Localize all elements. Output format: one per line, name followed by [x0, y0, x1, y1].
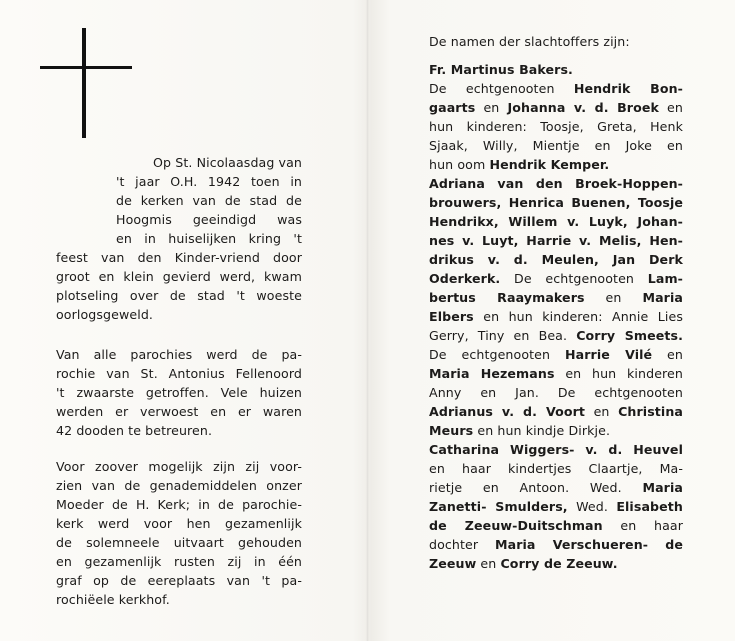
- victim-line: [429, 459, 683, 478]
- victim-name: de Zeeuw-Duitschman: [429, 518, 603, 533]
- text-line: plotseling over de stad 't woeste: [56, 288, 302, 303]
- victims-lines: [429, 60, 683, 573]
- victim-line: [429, 516, 683, 535]
- text-segment: Sjaak, Willy, Mientje en Joke en: [429, 138, 683, 153]
- text-segment: en: [652, 347, 683, 362]
- text-line: de solemneele uitvaart gehouden: [56, 535, 302, 550]
- victim-line: [429, 345, 683, 364]
- victim-name: Maria: [642, 480, 683, 495]
- text-line: graf op de eereplaats van 't pa-: [56, 573, 302, 588]
- victim-line: [429, 421, 683, 440]
- victims-list: [429, 32, 683, 573]
- victim-name: Elisabeth: [616, 499, 683, 514]
- victim-name: Maria: [642, 290, 683, 305]
- victim-name: Fr. Martinus Bakers.: [429, 62, 573, 77]
- text-segment: De echtgenooten: [429, 347, 565, 362]
- victim-name: Hendrikx, Willem v. Luyk, Johan-: [429, 214, 683, 229]
- text-line: Hoogmis geeindigd was: [116, 212, 302, 227]
- text-line: Op St. Nicolaasdag van: [153, 155, 302, 170]
- text-line: 't jaar O.H. 1942 toen in: [116, 174, 302, 189]
- text-segment: en: [475, 100, 508, 115]
- left-paragraph-1: [56, 153, 302, 324]
- text-line: feest van den Kinder-vriend door: [56, 250, 302, 265]
- victim-name: Adrianus v. d. Voort: [429, 404, 586, 419]
- text-line: en gezamenlijk rusten zij in één: [56, 554, 302, 569]
- victim-line: [429, 497, 683, 516]
- cross-icon: [40, 28, 132, 138]
- text-line: de kerken van de stad de: [116, 193, 302, 208]
- victim-line: [429, 79, 683, 98]
- victim-name: Hendrik Kemper.: [489, 157, 610, 172]
- victim-line: [429, 250, 683, 269]
- text-line: rochiëele kerkhof.: [56, 592, 170, 607]
- victim-line: [429, 98, 683, 117]
- victim-line: [429, 307, 683, 326]
- text-segment: De echtgenooten: [500, 271, 648, 286]
- victim-name: Christina: [618, 404, 683, 419]
- text-line: groot en klein gevierd werd, kwam: [56, 269, 302, 284]
- text-segment: Gerry, Tiny en Bea.: [429, 328, 577, 343]
- victim-line: [429, 231, 683, 250]
- text-segment: en hun kindje Dirkje.: [473, 423, 611, 438]
- victim-name: Maria Hezemans: [429, 366, 555, 381]
- victim-name: Lam-: [647, 271, 683, 286]
- victim-line: [429, 212, 683, 231]
- victim-line: [429, 478, 683, 497]
- text-segment: en haar kindertjes Claartje, Ma-: [429, 461, 683, 476]
- victim-name: bertus Raaymakers: [429, 290, 585, 305]
- victim-name: Zeeuw: [429, 556, 477, 571]
- text-line: rochie van St. Antonius Fellenoord: [56, 366, 302, 381]
- victim-name: brouwers, Henrica Buenen, Toosje: [429, 195, 683, 210]
- victim-name: drikus v. d. Meulen, Jan Derk: [429, 252, 683, 267]
- victim-line: [429, 117, 683, 136]
- text-line: oorlogsgeweld.: [56, 307, 154, 322]
- victim-name: Hendrik Bon-: [573, 81, 683, 96]
- victim-line: [429, 383, 683, 402]
- victim-name: Johanna v. d. Broek: [507, 100, 659, 115]
- card-fold: [366, 0, 369, 641]
- victim-line: [429, 535, 683, 554]
- text-segment: en: [476, 556, 501, 571]
- text-segment: hun oom: [429, 157, 490, 172]
- victim-line: [429, 60, 683, 79]
- text-line: 42 dooden te betreuren.: [56, 423, 213, 438]
- victim-name: Oderkerk.: [429, 271, 501, 286]
- victim-line: [429, 193, 683, 212]
- text-segment: De echtgenooten: [429, 81, 574, 96]
- text-line: Voor zoover mogelijk zijn zij voor-: [56, 459, 302, 474]
- text-segment: en: [658, 100, 683, 115]
- victim-name: Adriana van den Broek-Hoppen-: [429, 176, 683, 191]
- text-line: werden er verwoest en er waren: [56, 404, 302, 419]
- victim-line: [429, 364, 683, 383]
- text-segment: rietje en Antoon. Wed.: [429, 480, 643, 495]
- text-segment: dochter: [429, 537, 495, 552]
- victim-line: [429, 174, 683, 193]
- left-paragraph-2: [56, 345, 302, 440]
- text-segment: en: [584, 290, 643, 305]
- victim-name: nes v. Luyt, Harrie v. Melis, Hen-: [429, 233, 683, 248]
- victim-line: [429, 136, 683, 155]
- victims-heading: De namen der slachtoffers zijn:: [429, 34, 630, 49]
- text-segment: Anny en Jan. De echtgenooten: [429, 385, 683, 400]
- left-paragraph-3: [56, 457, 302, 609]
- text-line: 't zwaarste getroffen. Vele huizen: [56, 385, 302, 400]
- text-line: zien van de genademiddelen onzer: [56, 478, 302, 493]
- victim-name: Maria Verschueren- de: [494, 537, 684, 552]
- text-line: Moeder de H. Kerk; in de parochie-: [56, 497, 302, 512]
- victim-name: Meurs: [429, 423, 474, 438]
- text-segment: hun kinderen: Toosje, Greta, Henk: [429, 119, 683, 134]
- victim-name: Corry Smeets.: [576, 328, 683, 343]
- text-segment: en hun kinderen: Annie Lies: [473, 309, 683, 324]
- text-segment: Wed.: [567, 499, 617, 514]
- victim-line: [429, 440, 683, 459]
- victim-line: [429, 155, 683, 174]
- victim-line: [429, 288, 683, 307]
- victim-name: Elbers: [429, 309, 474, 324]
- text-segment: en haar: [602, 518, 684, 533]
- victim-line: [429, 269, 683, 288]
- victim-name: Harrie Vilé: [564, 347, 653, 362]
- victim-name: gaarts: [429, 100, 476, 115]
- victim-line: [429, 326, 683, 345]
- victim-line: [429, 402, 683, 421]
- victim-line: [429, 554, 683, 573]
- text-line: Van alle parochies werd de pa-: [56, 347, 302, 362]
- text-segment: en: [585, 404, 619, 419]
- victim-name: Corry de Zeeuw.: [500, 556, 618, 571]
- text-line: kerk werd voor hen gezamenlijk: [56, 516, 302, 531]
- victim-name: Catharina Wiggers- v. d. Heuvel: [429, 442, 683, 457]
- text-line: en in huiselijken kring 't: [116, 231, 302, 246]
- victim-name: Zanetti- Smulders,: [429, 499, 568, 514]
- text-segment: en hun kinderen: [554, 366, 683, 381]
